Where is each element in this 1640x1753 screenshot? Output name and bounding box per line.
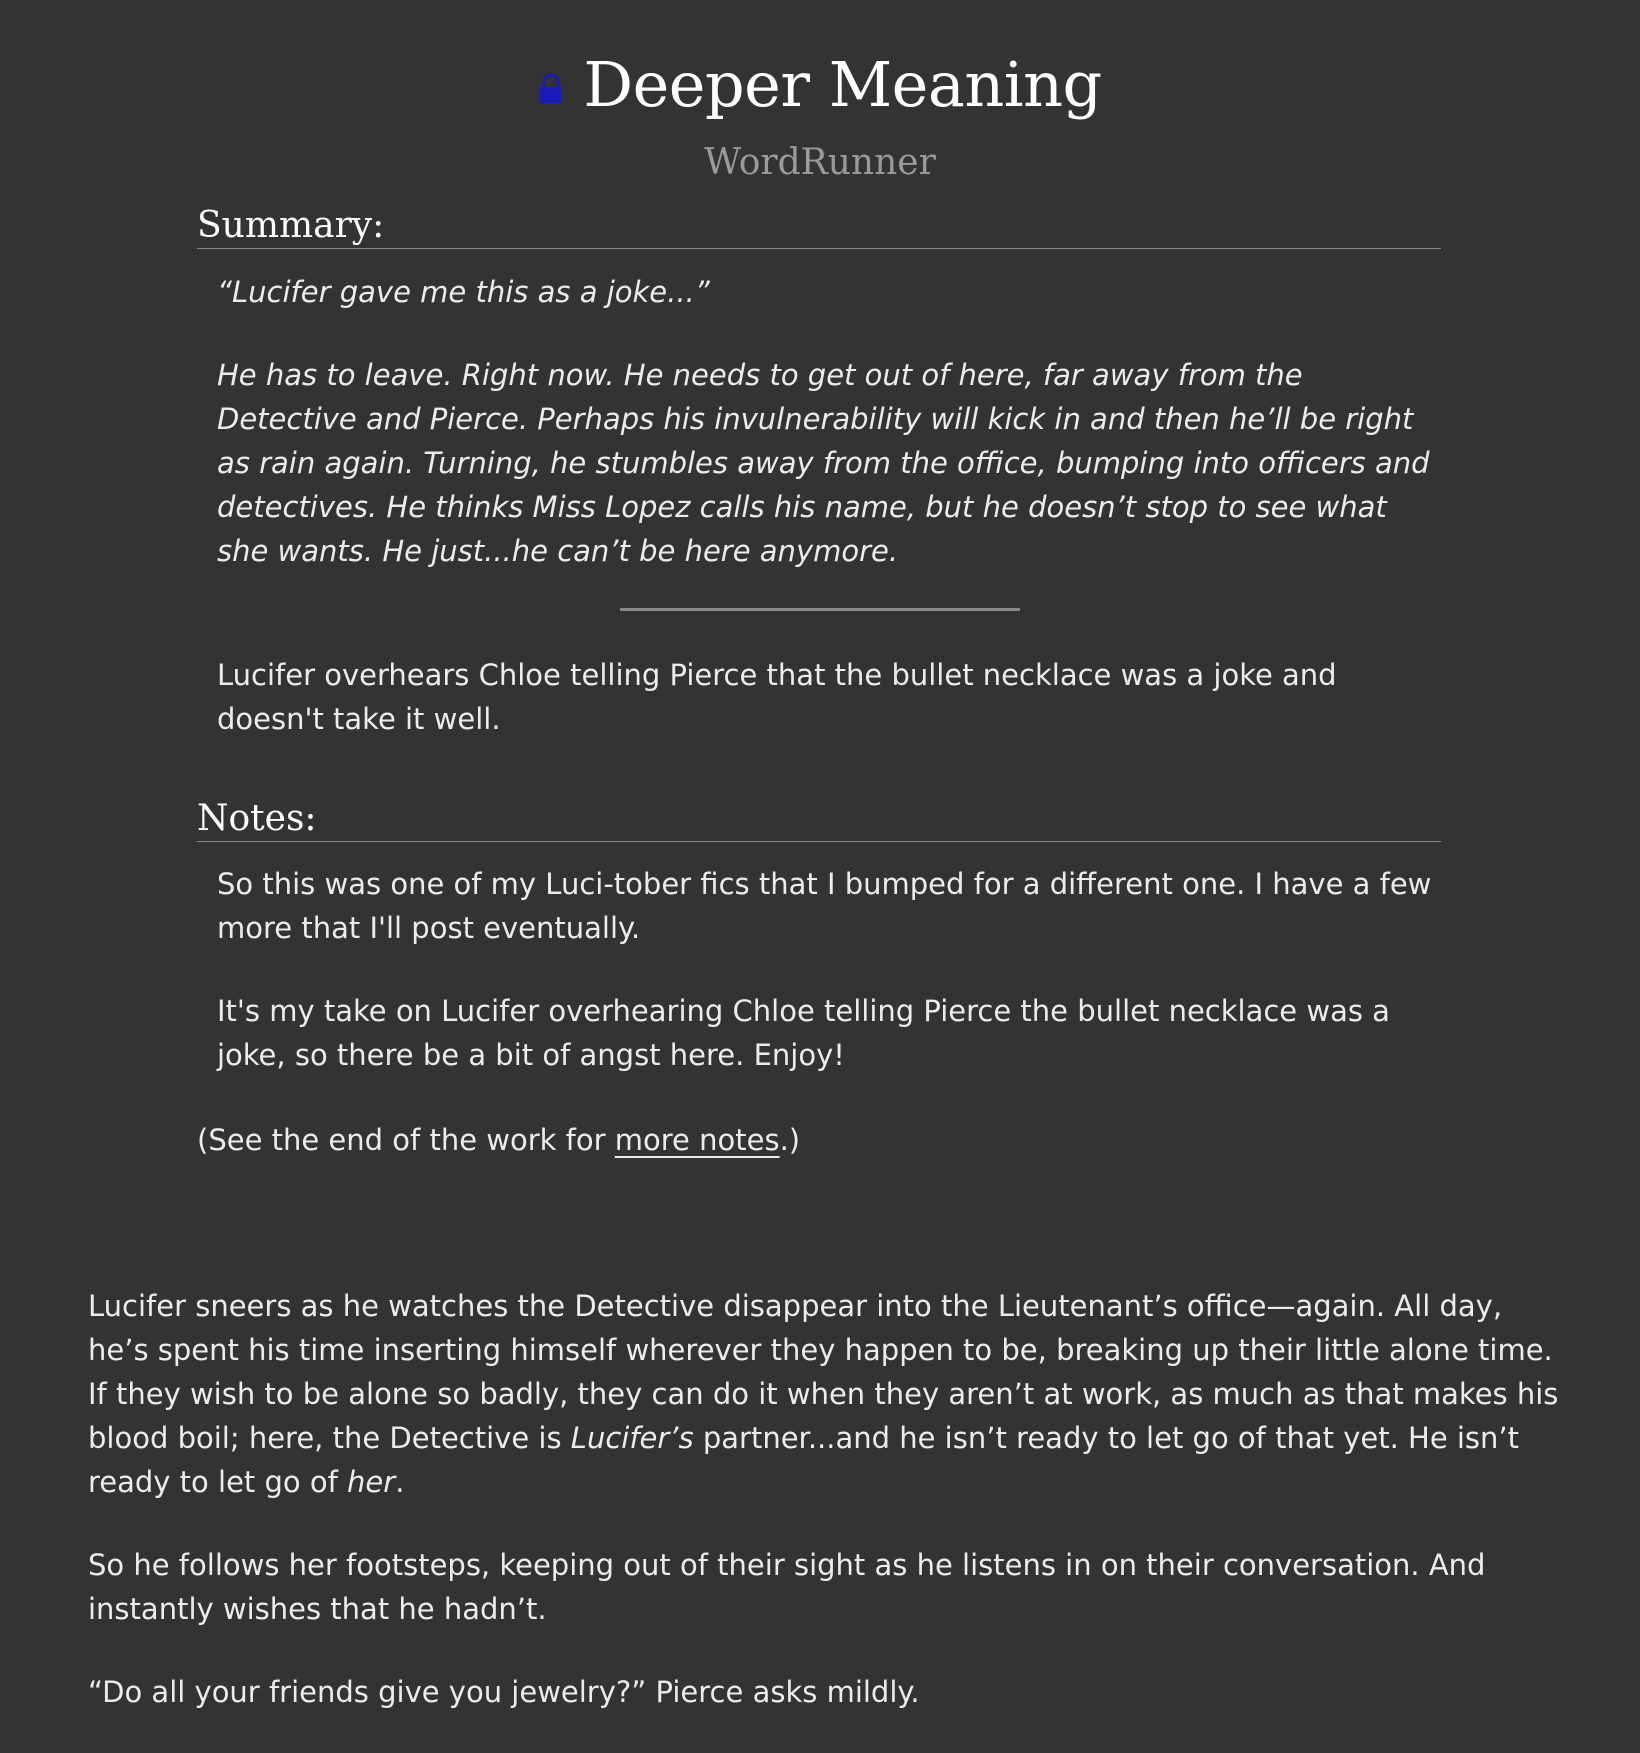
end-notes-prefix: (See the end of the work for (197, 1123, 615, 1157)
summary-divider (620, 608, 1020, 611)
chapter-text-run: Lucifer sneers as he watches the Detective disappear into the Lieutenant’s office—again. All day, he’s spent his time inserting himself wherever they happen to be, breaking up their little alone time. If they wish to be alone so badly, they can do it when they aren’t at work, as much as that makes his blood boil; here, the Detective is (88, 1289, 1559, 1455)
summary-description: Lucifer overhears Chloe telling Pierce that the bullet necklace was a joke and doesn't take it well. (217, 658, 1337, 736)
lock-icon (538, 73, 564, 109)
chapter-text-run: . (395, 1465, 405, 1499)
chapter-text (88, 1284, 1568, 1753)
notes-heading: Notes: (197, 797, 1441, 842)
more-notes-link[interactable]: more notes (614, 1123, 780, 1157)
work-author[interactable] (0, 142, 1640, 183)
summary-excerpt: He has to leave. Right now. He needs to get out of here, far away from the Detective and Pierce. Perhaps his invulnerability will kick in and then he’ll be right as rain again. Turning, he stumbles away from the office, bumping into officers and detectives. He thinks Miss Lopez calls his name, but he doesn’t stop to see what she wants. He just...he can’t be here anymore. (217, 358, 1430, 568)
summary-block (217, 270, 1432, 573)
end-notes-suffix: .) (779, 1123, 801, 1157)
chapter-text-run: partner...and he isn’t ready to let go of that yet. He isn’t ready to let go of (88, 1421, 1520, 1499)
end-notes-pointer (197, 1118, 1437, 1162)
chapter-emphasis: Lucifer’s (570, 1421, 694, 1455)
chapter-emphasis: her (347, 1465, 396, 1499)
author-link[interactable]: WordRunner (704, 142, 936, 183)
chapter-paragraph: So he follows her footsteps, keeping out of their sight as he listens in on their conversation. And instantly wishes that he hadn’t. (88, 1548, 1486, 1626)
chapter-paragraph: “Do all your friends give you jewelry?” Pierce asks mildly. (88, 1675, 920, 1709)
notes-paragraph: So this was one of my Luci-tober fics that I bumped for a different one. I have a few more that I'll post eventually. (217, 867, 1432, 945)
work-title: Deeper Meaning (583, 48, 1102, 121)
notes-block (217, 862, 1432, 1077)
summary-quote: “Lucifer gave me this as a joke...” (217, 275, 710, 309)
chapter-paragraph (88, 1284, 1568, 1504)
summary-description-block (217, 653, 1432, 741)
notes-paragraph: It's my take on Lucifer overhearing Chloe telling Pierce the bullet necklace was a joke, so there be a bit of angst here. Enjoy! (217, 994, 1390, 1072)
work-title-row (0, 48, 1640, 121)
summary-heading: Summary: (197, 204, 1441, 249)
